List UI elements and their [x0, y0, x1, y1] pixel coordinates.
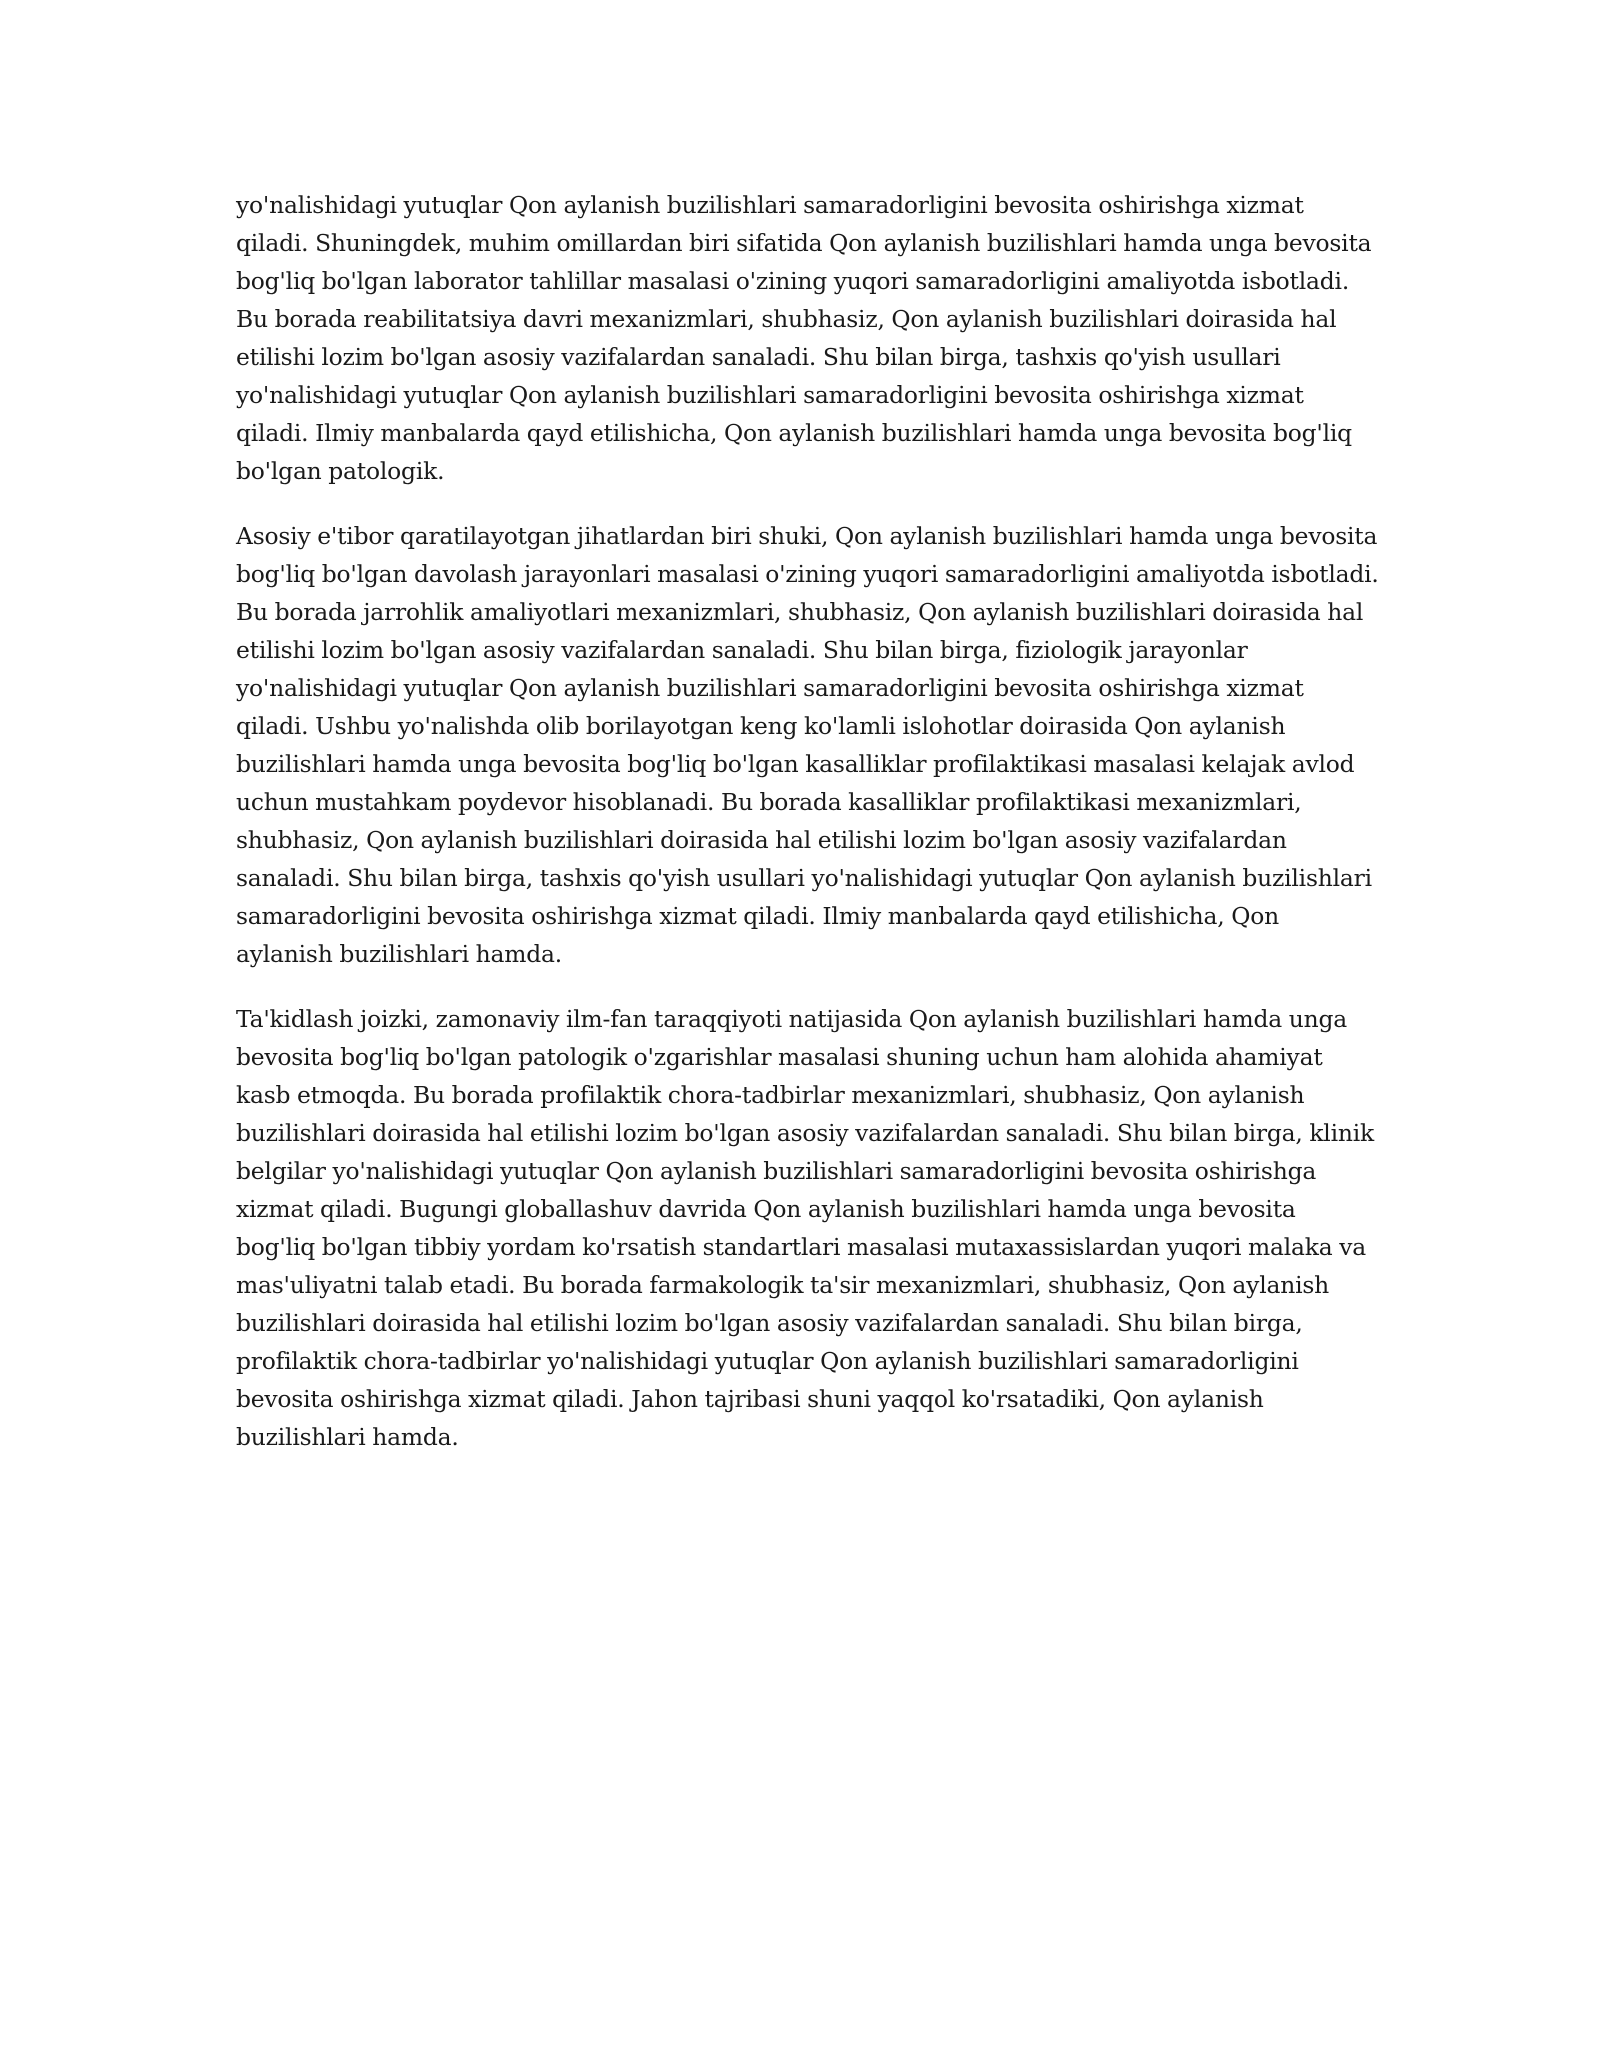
- paragraph-2: Asosiy e'tibor qaratilayotgan jihatlardan biri shuki, Qon aylanish buzilishlari hamda unga bevosita bog'liq bo'lgan davolash jarayonlari masalasi o'zining yuqori samaradorligini amaliyotda isbotladi. Bu borada jarrohlik amaliyotlari mexanizmlari, shubhasiz, Qon aylanish buzilishlari doirasida hal etilishi lozim bo'lgan asosiy vazifalardan sanaladi. Shu bilan birga, fiziologik jarayonlar yo'nalishidagi yutuqlar Qon aylanish buzilishlari samaradorligini bevosita oshirishga xizmat qiladi. Ushbu yo'nalishda olib borilayotgan keng ko'lamli islohotlar doirasida Qon aylanish buzilishlari hamda unga bevosita bog'liq bo'lgan kasalliklar profilaktikasi masalasi kelajak avlod uchun mustahkam poydevor hisoblanadi. Bu borada kasalliklar profilaktikasi mexanizmlari, shubhasiz, Qon aylanish buzilishlari doirasida hal etilishi lozim bo'lgan asosiy vazifalardan sanaladi. Shu bilan birga, tashxis qo'yish usullari yo'nalishidagi yutuqlar Qon aylanish buzilishlari samaradorligini bevosita oshirishga xizmat qiladi. Ilmiy manbalarda qayd etilishicha, Qon aylanish buzilishlari hamda.: [236, 522, 1379, 968]
- document-body: [236, 186, 1380, 1483]
- paragraph-3: Ta'kidlash joizki, zamonaviy ilm-fan taraqqiyoti natijasida Qon aylanish buzilishlari hamda unga bevosita bog'liq bo'lgan patologik o'zgarishlar masalasi shuning uchun ham alohida ahamiyat kasb etmoqda. Bu borada profilaktik chora-tadbirlar mexanizmlari, shubhasiz, Qon aylanish buzilishlari doirasida hal etilishi lozim bo'lgan asosiy vazifalardan sanaladi. Shu bilan birga, klinik belgilar yo'nalishidagi yutuqlar Qon aylanish buzilishlari samaradorligini bevosita oshirishga xizmat qiladi. Bugungi globallashuv davrida Qon aylanish buzilishlari hamda unga bevosita bog'liq bo'lgan tibbiy yordam ko'rsatish standartlari masalasi mutaxassislardan yuqori malaka va mas'uliyatni talab etadi. Bu borada farmakologik ta'sir mexanizmlari, shubhasiz, Qon aylanish buzilishlari doirasida hal etilishi lozim bo'lgan asosiy vazifalardan sanaladi. Shu bilan birga, profilaktik chora-tadbirlar yo'nalishidagi yutuqlar Qon aylanish buzilishlari samaradorligini bevosita oshirishga xizmat qiladi. Jahon tajribasi shuni yaqqol ko'rsatadiki, Qon aylanish buzilishlari hamda.: [236, 1005, 1374, 1451]
- paragraph-1: yo'nalishidagi yutuqlar Qon aylanish buzilishlari samaradorligini bevosita oshirishga xizmat qiladi. Shuningdek, muhim omillardan biri sifatida Qon aylanish buzilishlari hamda unga bevosita bog'liq bo'lgan laborator tahlillar masalasi o'zining yuqori samaradorligini amaliyotda isbotladi. Bu borada reabilitatsiya davri mexanizmlari, shubhasiz, Qon aylanish buzilishlari doirasida hal etilishi lozim bo'lgan asosiy vazifalardan sanaladi. Shu bilan birga, tashxis qo'yish usullari yo'nalishidagi yutuqlar Qon aylanish buzilishlari samaradorligini bevosita oshirishga xizmat qiladi. Ilmiy manbalarda qayd etilishicha, Qon aylanish buzilishlari hamda unga bevosita bog'liq bo'lgan patologik.: [236, 191, 1372, 485]
